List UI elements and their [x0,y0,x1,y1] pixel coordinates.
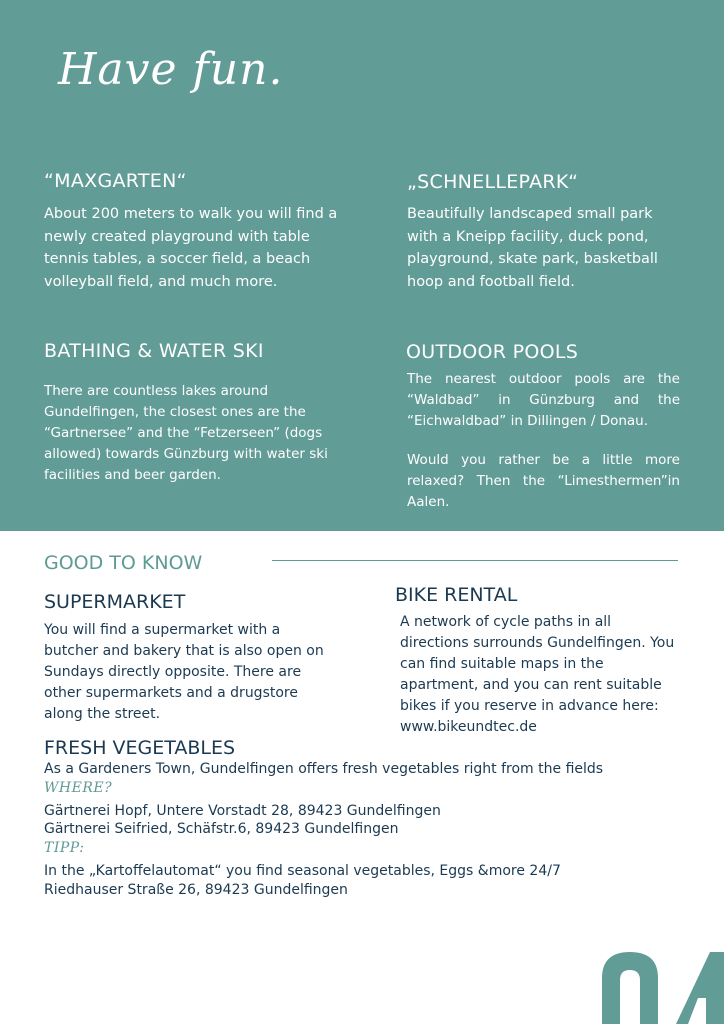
schnellepark-text: Beautifully landscaped small park with a Kneipp facility, duck pond, playground, skate park, basketball hoop and football field. [407,206,658,290]
page-number-graphic [600,948,724,1024]
schnellepark-heading: „SCHNELLEPARK“ [407,171,579,193]
page-title: Have fun. [58,44,284,95]
address-hopf: Gärtnerei Hopf, Untere Vorstadt 28, 89423 Gundelfingen [44,803,441,819]
page-number [600,948,724,1024]
section-kicker: GOOD TO KNOW [44,552,203,574]
tipp-label: TIPP: [44,840,85,856]
tipp-address: Riedhauser Straße 26, 89423 Gundelfingen [44,882,348,898]
bathing-text: There are countless lakes around Gundelfingen, the closest ones are the “Gartnersee” and the “Fetzerseen” (dogs allowed) towards Günzburg with water ski facilities and beer garden. [44,383,328,483]
pools-heading: OUTDOOR POOLS [406,341,579,363]
vegetables-heading: FRESH VEGETABLES [44,737,236,759]
pools-text-block [407,369,680,513]
vegetables-intro: As a Gardeners Town, Gundelfingen offers fresh vegetables right from the fields [44,761,604,777]
bike-text: A network of cycle paths in all directions surrounds Gundelfingen. You can find suitable maps in the apartment, and you can rent suitable bikes if you reserve in advance here: www.bikeundtec.de [400,614,675,735]
bike-heading: BIKE RENTAL [395,584,518,606]
bathing-heading: BATHING & WATER SKI [44,340,264,362]
pools-text-2: Would you rather be a little more relaxed? Then the “Limesthermen”in Aalen. [407,452,680,510]
maxgarten-text: About 200 meters to walk you will find a newly created playground with table tennis tables, a soccer field, a beach volleyball field, and much more. [44,206,338,290]
maxgarten-heading: “MAXGARTEN“ [44,170,187,192]
pools-text-1: The nearest outdoor pools are the “Waldbad” in Günzburg and the “Eichwaldbad” in Dillingen / Donau. [407,371,680,429]
section-divider [272,560,678,561]
supermarket-heading: SUPERMARKET [44,591,186,613]
supermarket-text: You will find a supermarket with a butcher and bakery that is also open on Sundays directly opposite. There are other supermarkets and a drugstore along the street. [44,622,324,722]
tipp-text: In the „Kartoffelautomat“ you find seasonal vegetables, Eggs &more 24/7 [44,863,561,879]
where-label: WHERE? [44,780,113,796]
address-seifried: Gärtnerei Seifried, Schäfstr.6, 89423 Gundelfingen [44,821,399,837]
